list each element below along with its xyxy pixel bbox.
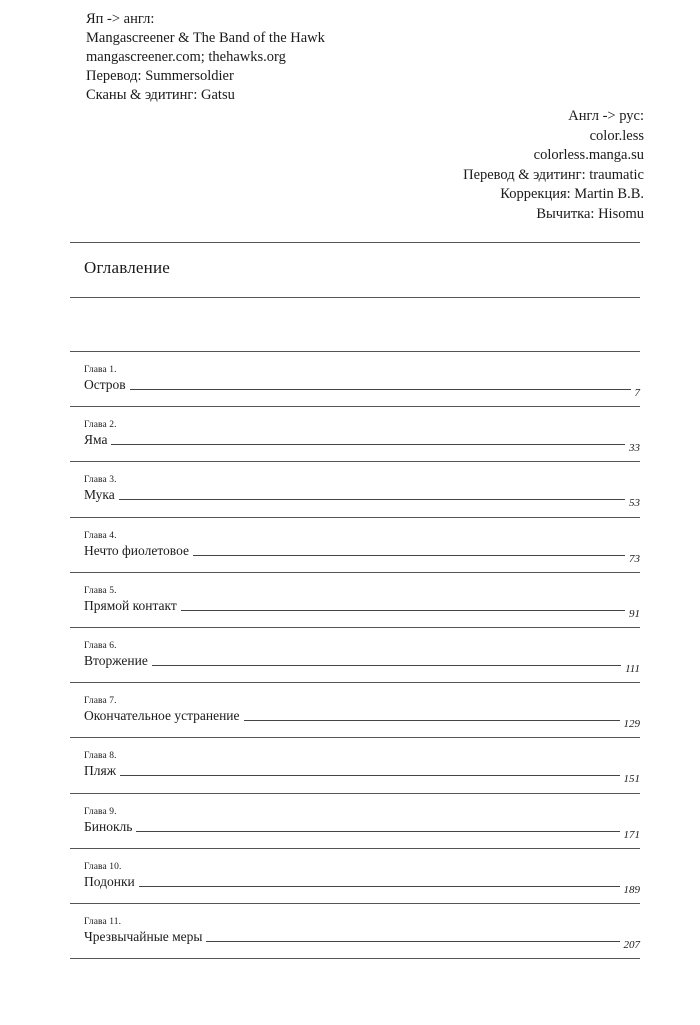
toc-entry[interactable] — [70, 573, 640, 628]
chapter-title: Яма — [84, 432, 108, 448]
leader-line — [136, 831, 619, 832]
credit-line: colorless.manga.su — [533, 147, 644, 163]
toc-entry[interactable] — [70, 407, 640, 462]
chapter-label: Глава 5. — [84, 585, 117, 596]
toc-entry[interactable] — [70, 352, 640, 407]
chapter-title: Нечто фиолетовое — [84, 542, 189, 558]
toc-entry[interactable] — [70, 904, 640, 959]
chapter-title: Чрезвычайные меры — [84, 928, 203, 944]
chapter-title: Подонки — [84, 873, 135, 889]
chapter-title-row — [84, 873, 640, 896]
leader-line — [206, 941, 619, 942]
chapter-label: Глава 1. — [84, 365, 117, 375]
chapter-title-row — [84, 652, 640, 675]
chapter-title-row — [84, 928, 640, 951]
chapter-label: Глава 3. — [84, 475, 117, 486]
page-number: 33 — [629, 442, 640, 455]
credits-translation — [463, 107, 644, 224]
toc-heading: Оглавление — [84, 258, 170, 277]
chapter-title-row — [84, 763, 640, 786]
page-number: 129 — [623, 718, 640, 731]
chapter-title-row — [84, 542, 640, 565]
chapter-label: Глава 6. — [84, 640, 117, 651]
page-number: 53 — [629, 497, 640, 510]
chapter-title: Вторжение — [84, 652, 148, 668]
divider — [70, 297, 640, 298]
chapter-title: Мука — [84, 487, 115, 503]
leader-line — [193, 555, 625, 556]
leader-line — [111, 444, 625, 445]
chapter-title: Бинокль — [84, 818, 133, 834]
chapter-label: Глава 7. — [84, 696, 117, 707]
leader-line — [139, 886, 620, 887]
chapter-label: Глава 11. — [84, 916, 122, 927]
chapter-title-row — [84, 708, 640, 731]
chapter-title: Прямой контакт — [84, 597, 177, 613]
leader-line — [181, 610, 625, 611]
page-number: 73 — [629, 552, 640, 565]
credit-line: Коррекция: Martin B.B. — [500, 186, 644, 202]
chapter-title-row — [84, 597, 640, 620]
toc-entry[interactable] — [70, 738, 640, 793]
table-of-contents — [70, 352, 640, 959]
leader-line — [119, 499, 625, 500]
toc-entry[interactable] — [70, 794, 640, 849]
credit-line: color.less — [589, 127, 644, 144]
toc-entry[interactable] — [70, 462, 640, 517]
chapter-title-row — [84, 432, 640, 455]
credits-original — [86, 10, 325, 105]
credit-line: Перевод & эдитинг: traumatic — [463, 166, 644, 183]
page-number: 151 — [623, 773, 640, 786]
chapter-label: Глава 9. — [84, 806, 117, 817]
chapter-label: Глава 4. — [84, 530, 117, 541]
credit-line: Англ -> рус: — [568, 108, 644, 124]
page-number: 189 — [623, 883, 640, 896]
chapter-label: Глава 10. — [84, 861, 122, 872]
chapter-title-row — [84, 487, 640, 510]
chapter-label: Глава 2. — [84, 420, 117, 431]
page-number: 91 — [629, 607, 640, 620]
chapter-title: Остров — [84, 377, 126, 392]
credit-line: Mangascreener & The Band of the Hawk — [86, 30, 325, 46]
credit-line: Перевод: Summersoldier — [86, 68, 234, 84]
page-number: 207 — [623, 938, 640, 951]
page-number: 111 — [625, 662, 640, 675]
leader-line — [130, 389, 631, 390]
toc-entry[interactable] — [70, 683, 640, 738]
credit-line: Яп -> англ: — [86, 11, 155, 27]
chapter-title: Окончательное устранение — [84, 708, 240, 724]
toc-entry[interactable] — [70, 628, 640, 683]
leader-line — [152, 665, 621, 666]
divider — [70, 242, 640, 243]
chapter-title-row — [84, 377, 640, 399]
toc-entry[interactable] — [70, 518, 640, 573]
chapter-label: Глава 8. — [84, 751, 117, 762]
credit-line: Сканы & эдитинг: Gatsu — [86, 87, 235, 103]
toc-entry[interactable] — [70, 849, 640, 904]
chapter-title-row — [84, 818, 640, 841]
page-number: 171 — [623, 828, 640, 841]
credit-line: Вычитка: Hisomu — [536, 205, 644, 222]
page-number: 7 — [634, 387, 640, 399]
credit-line: mangascreener.com; thehawks.org — [86, 49, 286, 65]
leader-line — [120, 775, 619, 776]
chapter-title: Пляж — [84, 763, 117, 779]
leader-line — [244, 720, 620, 721]
